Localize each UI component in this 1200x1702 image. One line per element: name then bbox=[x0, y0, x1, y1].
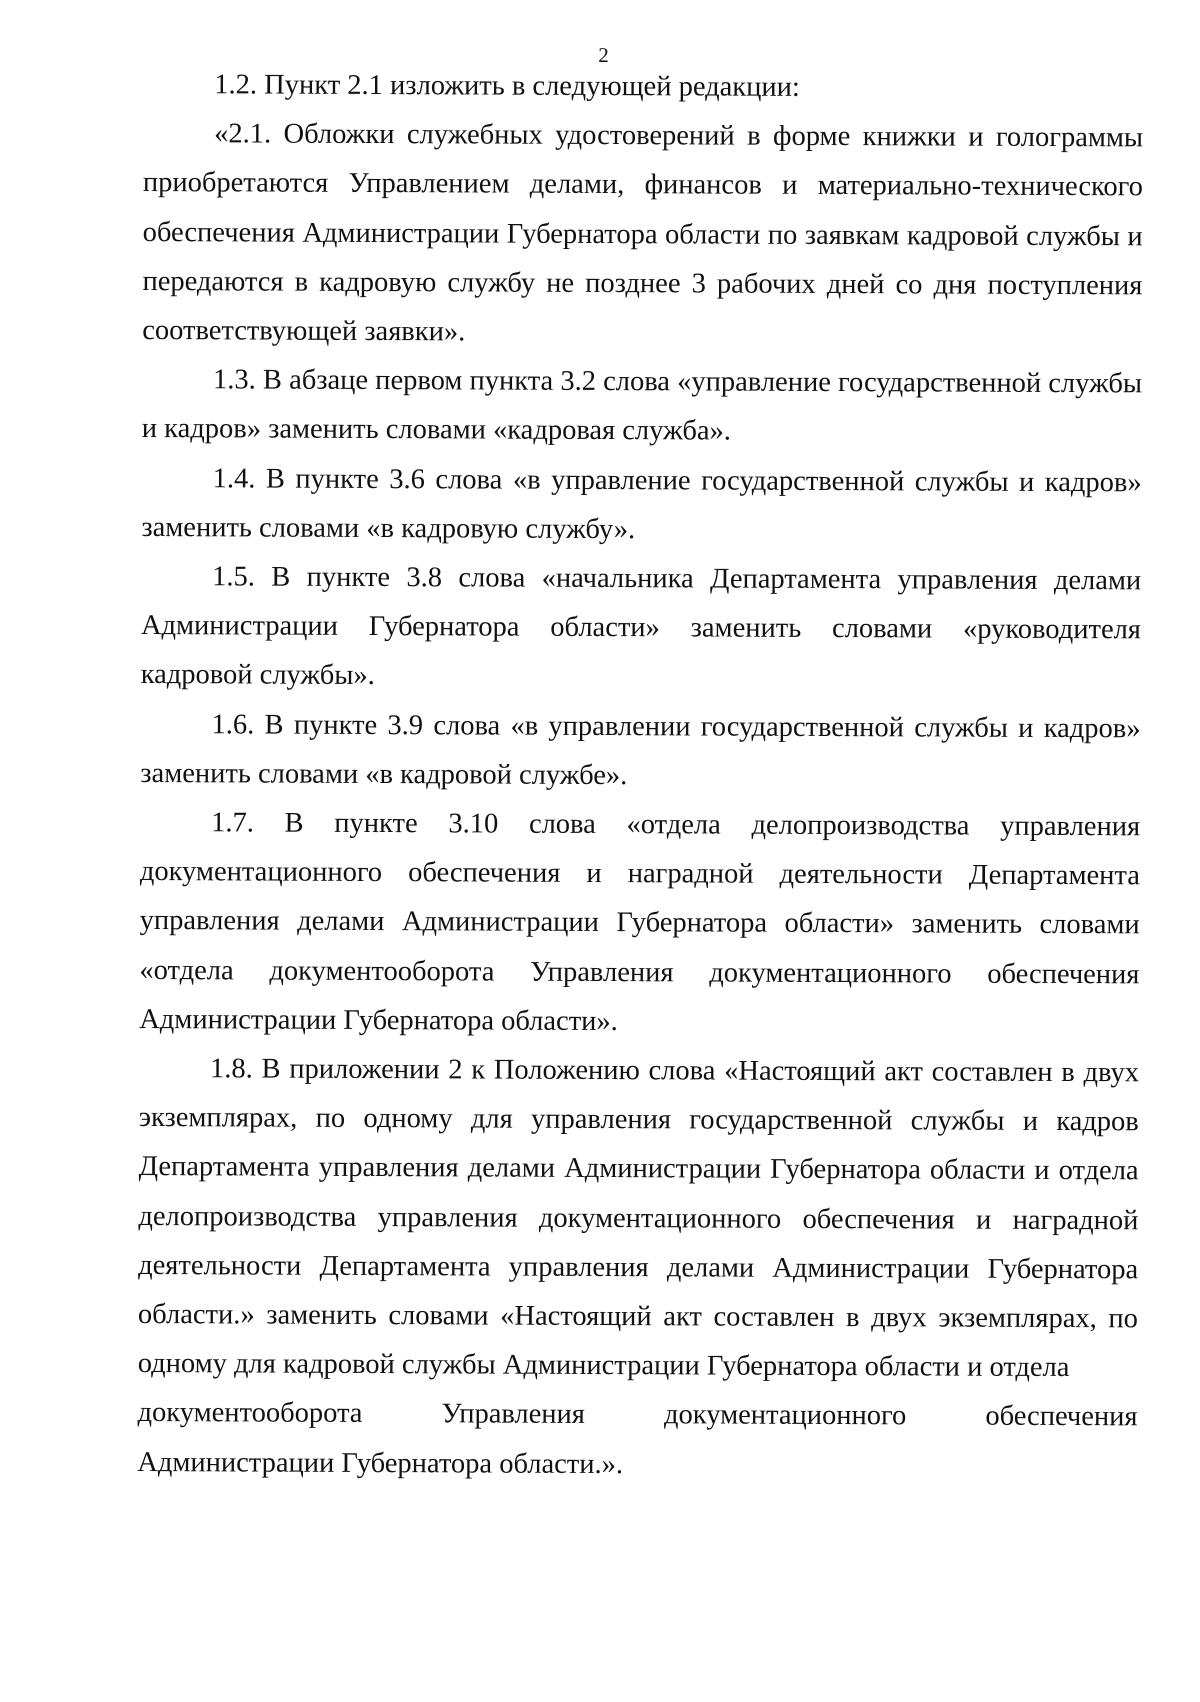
paragraph-1-8 bbox=[137, 1044, 1139, 1491]
paragraph-1-7: 1.7. В пункте 3.10 слова «отдела делопроизводства управления документационного обеспечения и наградной деятельности Департамента управления делами Администрации Губернатора области» заменить словами «отдела документооборота Управления документационного обеспечения Администрации Губернатора области». bbox=[139, 807, 1141, 1037]
paragraph-1-3: 1.3. В абзаце первом пункта 3.2 слова «управление государственной службы и кадров» заменить словами «кадровая служба». bbox=[141, 364, 1143, 447]
paragraph-1-5: 1.5. В пункте 3.8 слова «начальника Департамента управления делами Администрации Губернатора области» заменить словами «руководителя кадровой службы». bbox=[140, 561, 1142, 692]
document-body bbox=[137, 60, 1143, 1491]
paragraph-1-4: 1.4. В пункте 3.6 слова «в управление государственной службы и кадров» заменить словами «в кадровую службу». bbox=[141, 462, 1142, 545]
paragraph-1-6: 1.6. В пункте 3.9 слова «в управлении государственной службы и кадров» заменить словами «в кадровой службе». bbox=[140, 708, 1141, 791]
page-number: 2 bbox=[598, 42, 609, 68]
paragraph-1-8-part-3: Администрации Губернатора области.». bbox=[137, 1446, 624, 1480]
paragraph-1-2: 1.2. Пункт 2.1 изложить в следующей редакции: bbox=[214, 69, 800, 103]
paragraph-1-8-part-2: документооборота Управления документационного обеспечения bbox=[137, 1397, 1138, 1433]
paragraph-2-1-new-text: «2.1. Обложки служебных удостоверений в форме книжки и голограммы приобретаются Управлением делами, финансов и материально-технического обеспечения Администрации Губернатора области по заявкам кадровой службы и передаются в кадровую службу не позднее 3 рабочих дней со дня поступления соответствующей заявки». bbox=[142, 118, 1144, 348]
paragraph-1-8-part-1: 1.8. В приложении 2 к Положению слова «Настоящий акт составлен в двух экземплярах, по одному для управления государственной службы и кадров Департамента управления делами Администрации Губернатора области и отдела делопроизводства управления документационного обеспечения и наградной деятельности Департамента управления делами Администрации Губернатора области.» заменить словами «Настоящий акт составлен в двух экземплярах, по одному для кадровой службы Администрации Губернатора области и отдела bbox=[137, 1053, 1140, 1384]
